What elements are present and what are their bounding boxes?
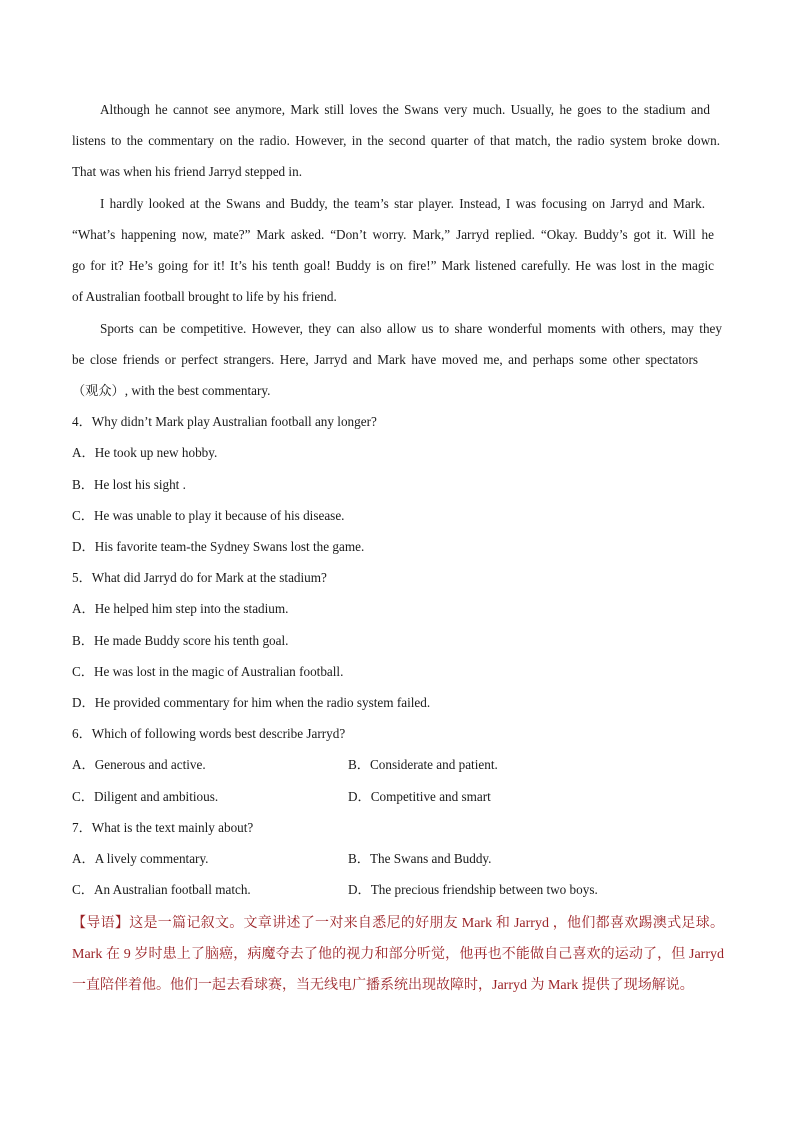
question-4-stem: 4．Why didn’t Mark play Australian football any longer? [72,414,377,429]
passage-p3-line2: be close friends or perfect strangers. Here, Jarryd and Mark have moved me, and perhaps some other spectators [72,352,698,367]
passage-p3-line1: Sports can be competitive. However, they can also allow us to share wonderful moments with others, may they [100,321,722,336]
guide-label: 【导语】 [72,915,130,931]
question-7-option-d: D．The precious friendship between two boys. [348,882,598,897]
question-5-stem: 5．What did Jarryd do for Mark at the stadium? [72,570,327,585]
question-6-option-b: B．Considerate and patient. [348,757,498,772]
passage-p2-line1: I hardly looked at the Swans and Buddy, the team’s star player. Instead, I was focusing on Jarryd and Mark. [100,196,705,211]
guide-text: 这是一篇记叙文。文章讲述了一对来自悉尼的好朋友 Mark 和 Jarryd ，他们都喜欢踢澳式足球。Mark 在 9 岁时患上了脑癌，病魔夺去了他的视力和部分听觉，他再也不能做自己喜欢的运动了，但 Jarryd 一直陪伴着他。他们一起去看球赛，当无线电广播系统出现故障时，Jarryd 为 Mark 提供了现场解说。 [72,916,725,993]
question-4-option-c: C．He was unable to play it because of his disease. [72,508,345,523]
question-6-option-a: A．Generous and active. [72,757,206,772]
question-7-option-b: B．The Swans and Buddy. [348,851,492,866]
passage-p1-line2: listens to the commentary on the radio. However, in the second quarter of that match, the radio system broke down. [72,133,720,148]
question-6-option-c: C．Diligent and ambitious. [72,789,219,804]
question-7-option-c: C．An Australian football match. [72,882,251,897]
passage-p1-line1: Although he cannot see anymore, Mark still loves the Swans very much. Usually, he goes to the stadium and [100,102,710,117]
question-7-stem: 7．What is the text mainly about? [72,820,254,835]
question-6-stem: 6．Which of following words best describe Jarryd? [72,726,346,741]
question-6-option-d: D．Competitive and smart [348,789,491,804]
passage-p1-line3: That was when his friend Jarryd stepped in. [72,164,302,179]
guide-paragraph [72,908,724,1001]
passage-p2-line4: of Australian football brought to life by his friend. [72,289,337,304]
question-4-option-b: B．He lost his sight . [72,477,186,492]
question-4-option-d: D．His favorite team-the Sydney Swans lost the game. [72,539,365,554]
question-5-option-c: C．He was lost in the magic of Australian football. [72,664,344,679]
question-7-option-a: A．A lively commentary. [72,851,209,866]
question-4-option-a: A．He took up new hobby. [72,445,218,460]
question-5-option-b: B．He made Buddy score his tenth goal. [72,633,289,648]
question-5-option-d: D．He provided commentary for him when the radio system failed. [72,695,431,710]
passage-p3-line3: （观众）, with the best commentary. [72,383,271,398]
question-5-option-a: A．He helped him step into the stadium. [72,601,289,616]
passage-p2-line3: go for it? He’s going for it! It’s his tenth goal! Buddy is on fire!” Mark listened carefully. He was lost in the magic [72,258,714,273]
passage-p2-line2: “What’s happening now, mate?” Mark asked. “Don’t worry. Mark,” Jarryd replied. “Okay. Buddy’s got it. Will he [72,227,714,242]
